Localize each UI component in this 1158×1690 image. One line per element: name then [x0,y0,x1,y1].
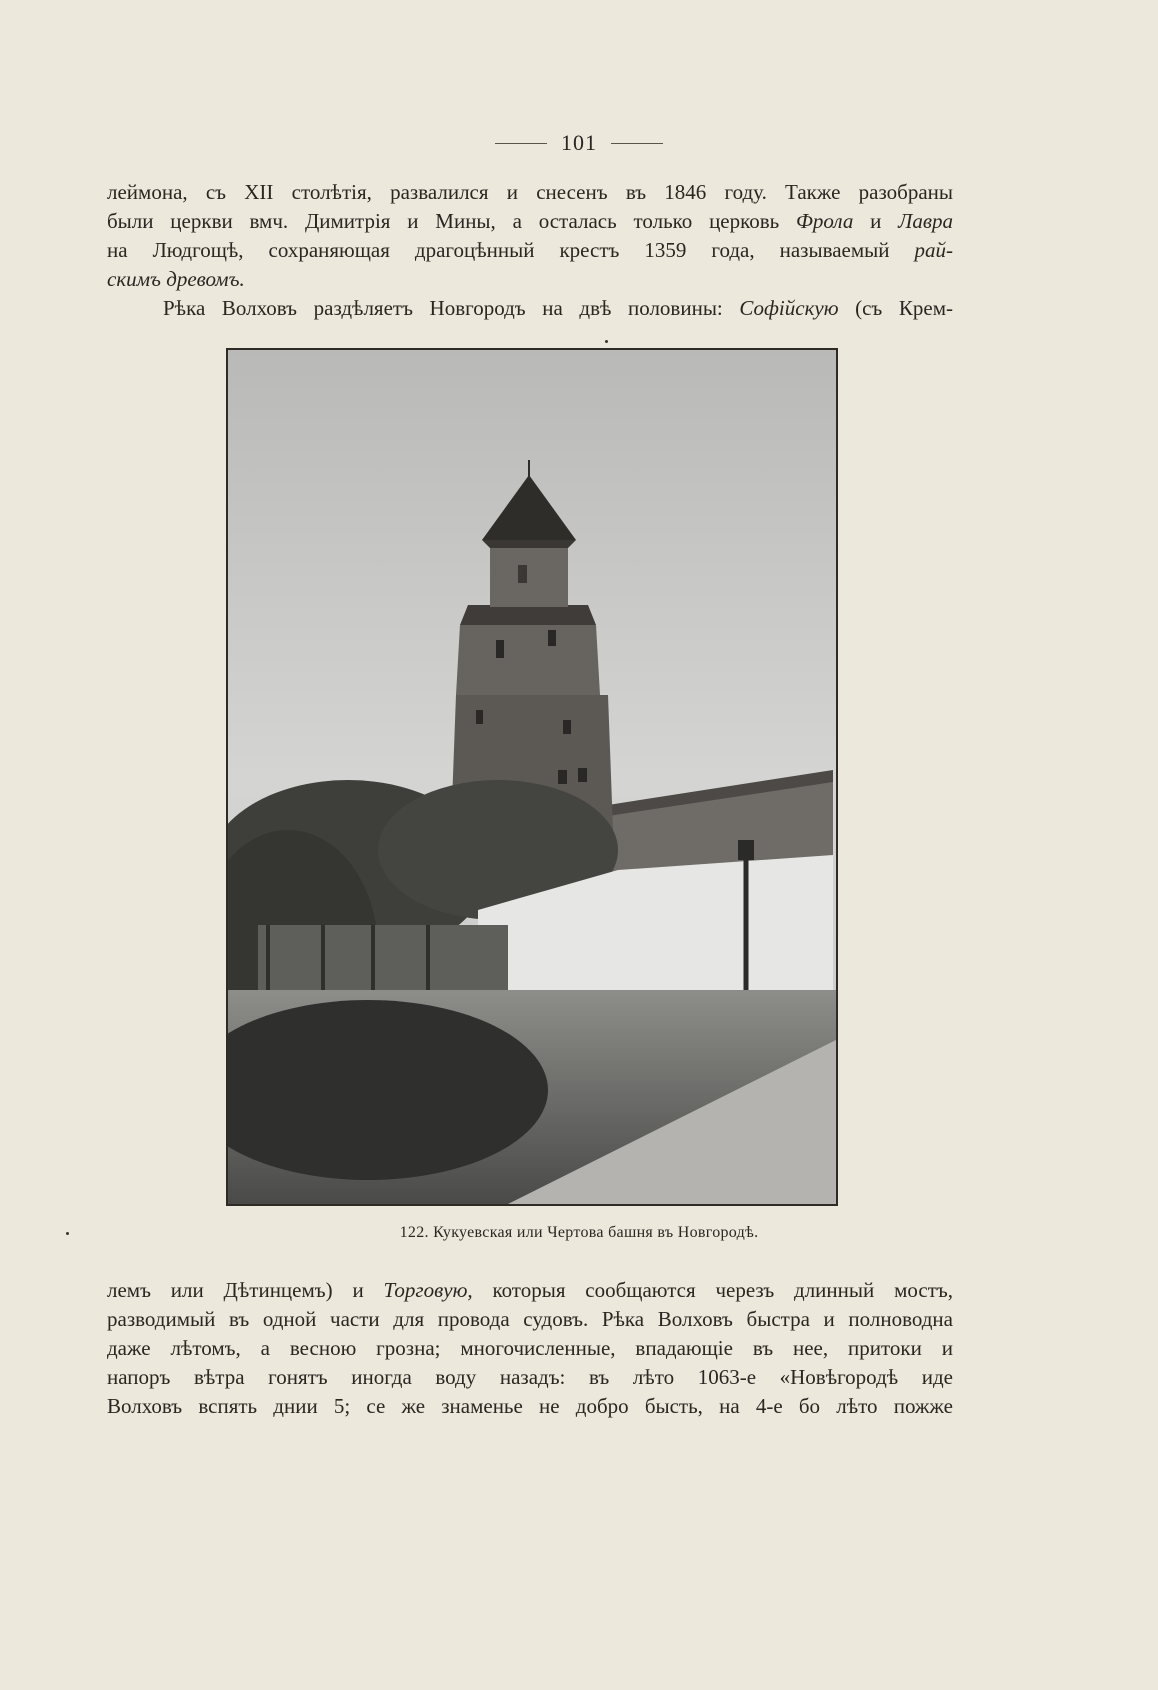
header-rule-right [611,143,663,144]
text-line: леймона, съ XII столѣтія, развалился и снесенъ въ 1846 году. Также разобраны [107,180,953,204]
page-header [0,130,1158,156]
text-line: были церкви вмч. Димитрія и Мины, а осталась только церковь Фрола и Лавра [107,209,953,233]
text-line: скимъ древомъ. [107,267,245,291]
text-line: напоръ вѣтра гонятъ иногда воду назадъ: въ лѣто 1063-е «Новѣгородѣ иде [107,1365,953,1389]
text-line: разводимый въ одной части для провода судовъ. Рѣка Волховъ быстра и полноводна [107,1307,953,1331]
paragraph-top [107,178,953,323]
text-line: на Людгощѣ, сохраняющая драгоцѣнный крестъ 1359 года, называемый рай- [107,238,953,262]
page-number: 101 [561,130,597,155]
tower-photograph [226,348,838,1206]
italic-torgovuyu: Торговую, [383,1278,473,1302]
italic-frola: Фрола [796,209,854,233]
print-speck [66,1232,69,1235]
header-rule-left [495,143,547,144]
text-line: лемъ или Дѣтинцемъ) и Торговую, которыя сообщаются черезъ длинный мостъ, [107,1278,953,1302]
print-speck [605,340,608,343]
paragraph-bottom [107,1276,953,1421]
italic-rai: рай- [914,238,953,262]
figure-caption: 122. Кукуевская или Чертова башня въ Новгородѣ. [399,1224,759,1241]
text-line: Волховъ вспять днии 5; се же знаменье не добро бысть, на 4-е бо лѣто пожже [107,1394,953,1418]
text-line: Рѣка Волховъ раздѣляетъ Новгородъ на двѣ половины: Софійскую (съ Крем- [163,296,953,320]
text-line: даже лѣтомъ, а весною грозна; многочисленные, впадающіе въ нее, притоки и [107,1336,953,1360]
tower-photo-svg [228,350,836,1204]
italic-lavra: Лавра [898,209,953,233]
italic-sofiyskuyu: Софійскую [739,296,839,320]
